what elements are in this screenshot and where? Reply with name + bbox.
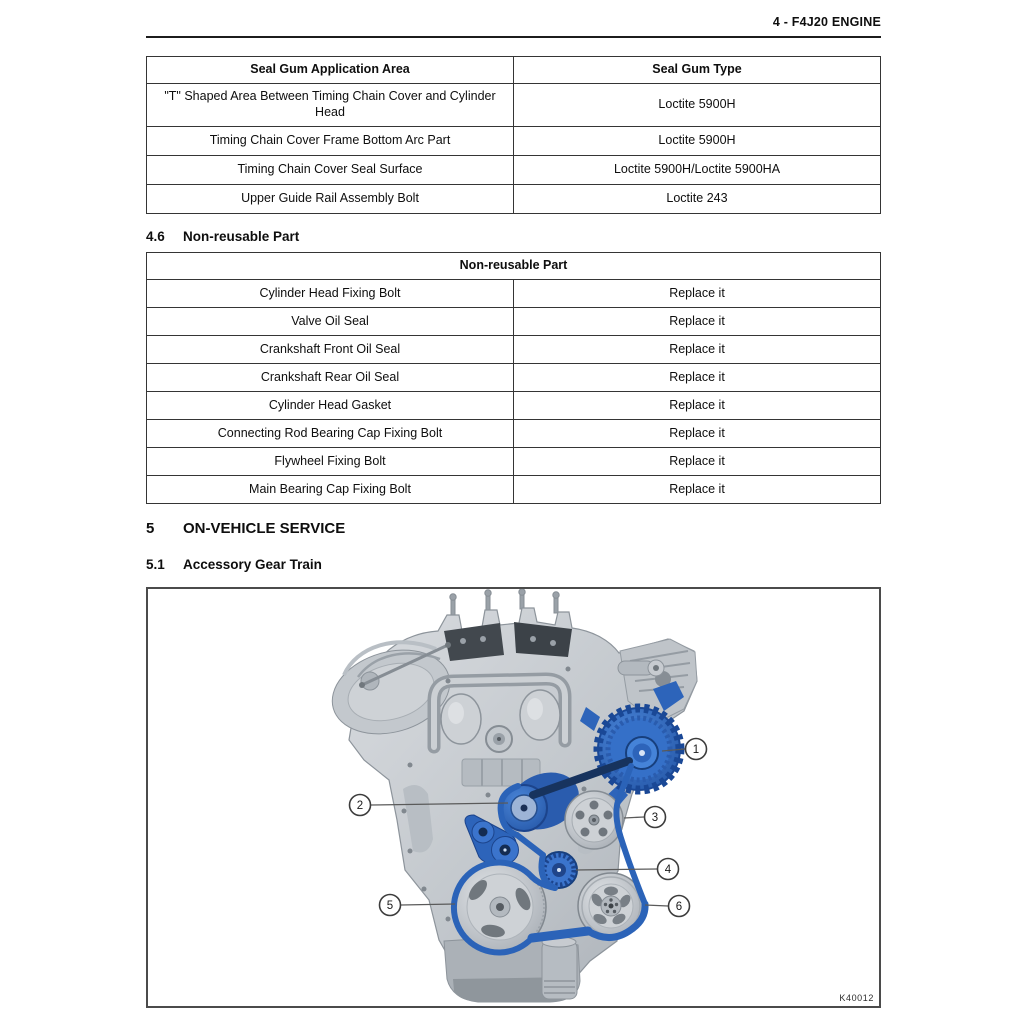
- table-row: [147, 364, 881, 392]
- callout-3-label: 3: [651, 812, 659, 824]
- section-4-6-heading: [146, 229, 299, 244]
- table-row: [147, 308, 881, 336]
- section-number: 5: [146, 520, 155, 537]
- column-header: Seal Gum Type: [514, 57, 881, 84]
- non-reusable-table: [146, 252, 881, 504]
- cell-action: Replace it: [514, 420, 881, 448]
- engine-illustration: [148, 589, 879, 1006]
- page-header-title: 4 - F4J20 ENGINE: [772, 15, 881, 29]
- callout-1-label: 1: [692, 744, 700, 756]
- section-5-heading: [146, 520, 345, 537]
- table-row: [147, 420, 881, 448]
- cell-action: Replace it: [514, 392, 881, 420]
- table-row: [147, 156, 881, 185]
- cell-part: Crankshaft Rear Oil Seal: [147, 364, 514, 392]
- cell-part: Valve Oil Seal: [147, 308, 514, 336]
- cell-application-area: Timing Chain Cover Seal Surface: [147, 156, 514, 185]
- section-5-1-heading: [146, 557, 322, 572]
- section-title: Non-reusable Part: [183, 229, 300, 244]
- cell-seal-gum-type: Loctite 5900H: [514, 84, 881, 127]
- section-number: 4.6: [146, 229, 165, 244]
- table-row: [147, 336, 881, 364]
- cell-part: Connecting Rod Bearing Cap Fixing Bolt: [147, 420, 514, 448]
- table-row: [147, 185, 881, 214]
- callout-2-label: 2: [356, 800, 364, 812]
- page-header-rule: [146, 36, 881, 38]
- table-row: [147, 84, 881, 127]
- cell-application-area: Timing Chain Cover Frame Bottom Arc Part: [147, 127, 514, 156]
- cell-application-area: "T" Shaped Area Between Timing Chain Cover and Cylinder Head: [147, 84, 514, 127]
- figure-accessory-gear-train: [146, 587, 881, 1008]
- cell-action: Replace it: [514, 476, 881, 504]
- callout-6-label: 6: [675, 901, 683, 913]
- section-title: Accessory Gear Train: [183, 557, 322, 572]
- cell-action: Replace it: [514, 364, 881, 392]
- cell-part: Main Bearing Cap Fixing Bolt: [147, 476, 514, 504]
- cell-part: Crankshaft Front Oil Seal: [147, 336, 514, 364]
- cell-action: Replace it: [514, 280, 881, 308]
- section-title: ON-VEHICLE SERVICE: [183, 520, 346, 537]
- column-header: Seal Gum Application Area: [147, 57, 514, 84]
- table-row: [147, 476, 881, 504]
- cell-seal-gum-type: Loctite 243: [514, 185, 881, 214]
- cell-part: Cylinder Head Gasket: [147, 392, 514, 420]
- cell-seal-gum-type: Loctite 5900H: [514, 127, 881, 156]
- table-row: [147, 392, 881, 420]
- cell-application-area: Upper Guide Rail Assembly Bolt: [147, 185, 514, 214]
- table-row: [147, 448, 881, 476]
- table-row: [147, 280, 881, 308]
- callout-4-label: 4: [664, 864, 672, 876]
- cell-action: Replace it: [514, 448, 881, 476]
- section-number: 5.1: [146, 557, 165, 572]
- callout-5-label: 5: [386, 900, 394, 912]
- table-row: [147, 127, 881, 156]
- seal-gum-table: [146, 56, 881, 214]
- table-header-row: [147, 253, 881, 280]
- table-header-row: [147, 57, 881, 84]
- cell-seal-gum-type: Loctite 5900H/Loctite 5900HA: [514, 156, 881, 185]
- figure-id-label: K40012: [839, 993, 874, 1003]
- cell-action: Replace it: [514, 336, 881, 364]
- cell-action: Replace it: [514, 308, 881, 336]
- cell-part: Flywheel Fixing Bolt: [147, 448, 514, 476]
- table-title-header: Non-reusable Part: [147, 253, 881, 280]
- cell-part: Cylinder Head Fixing Bolt: [147, 280, 514, 308]
